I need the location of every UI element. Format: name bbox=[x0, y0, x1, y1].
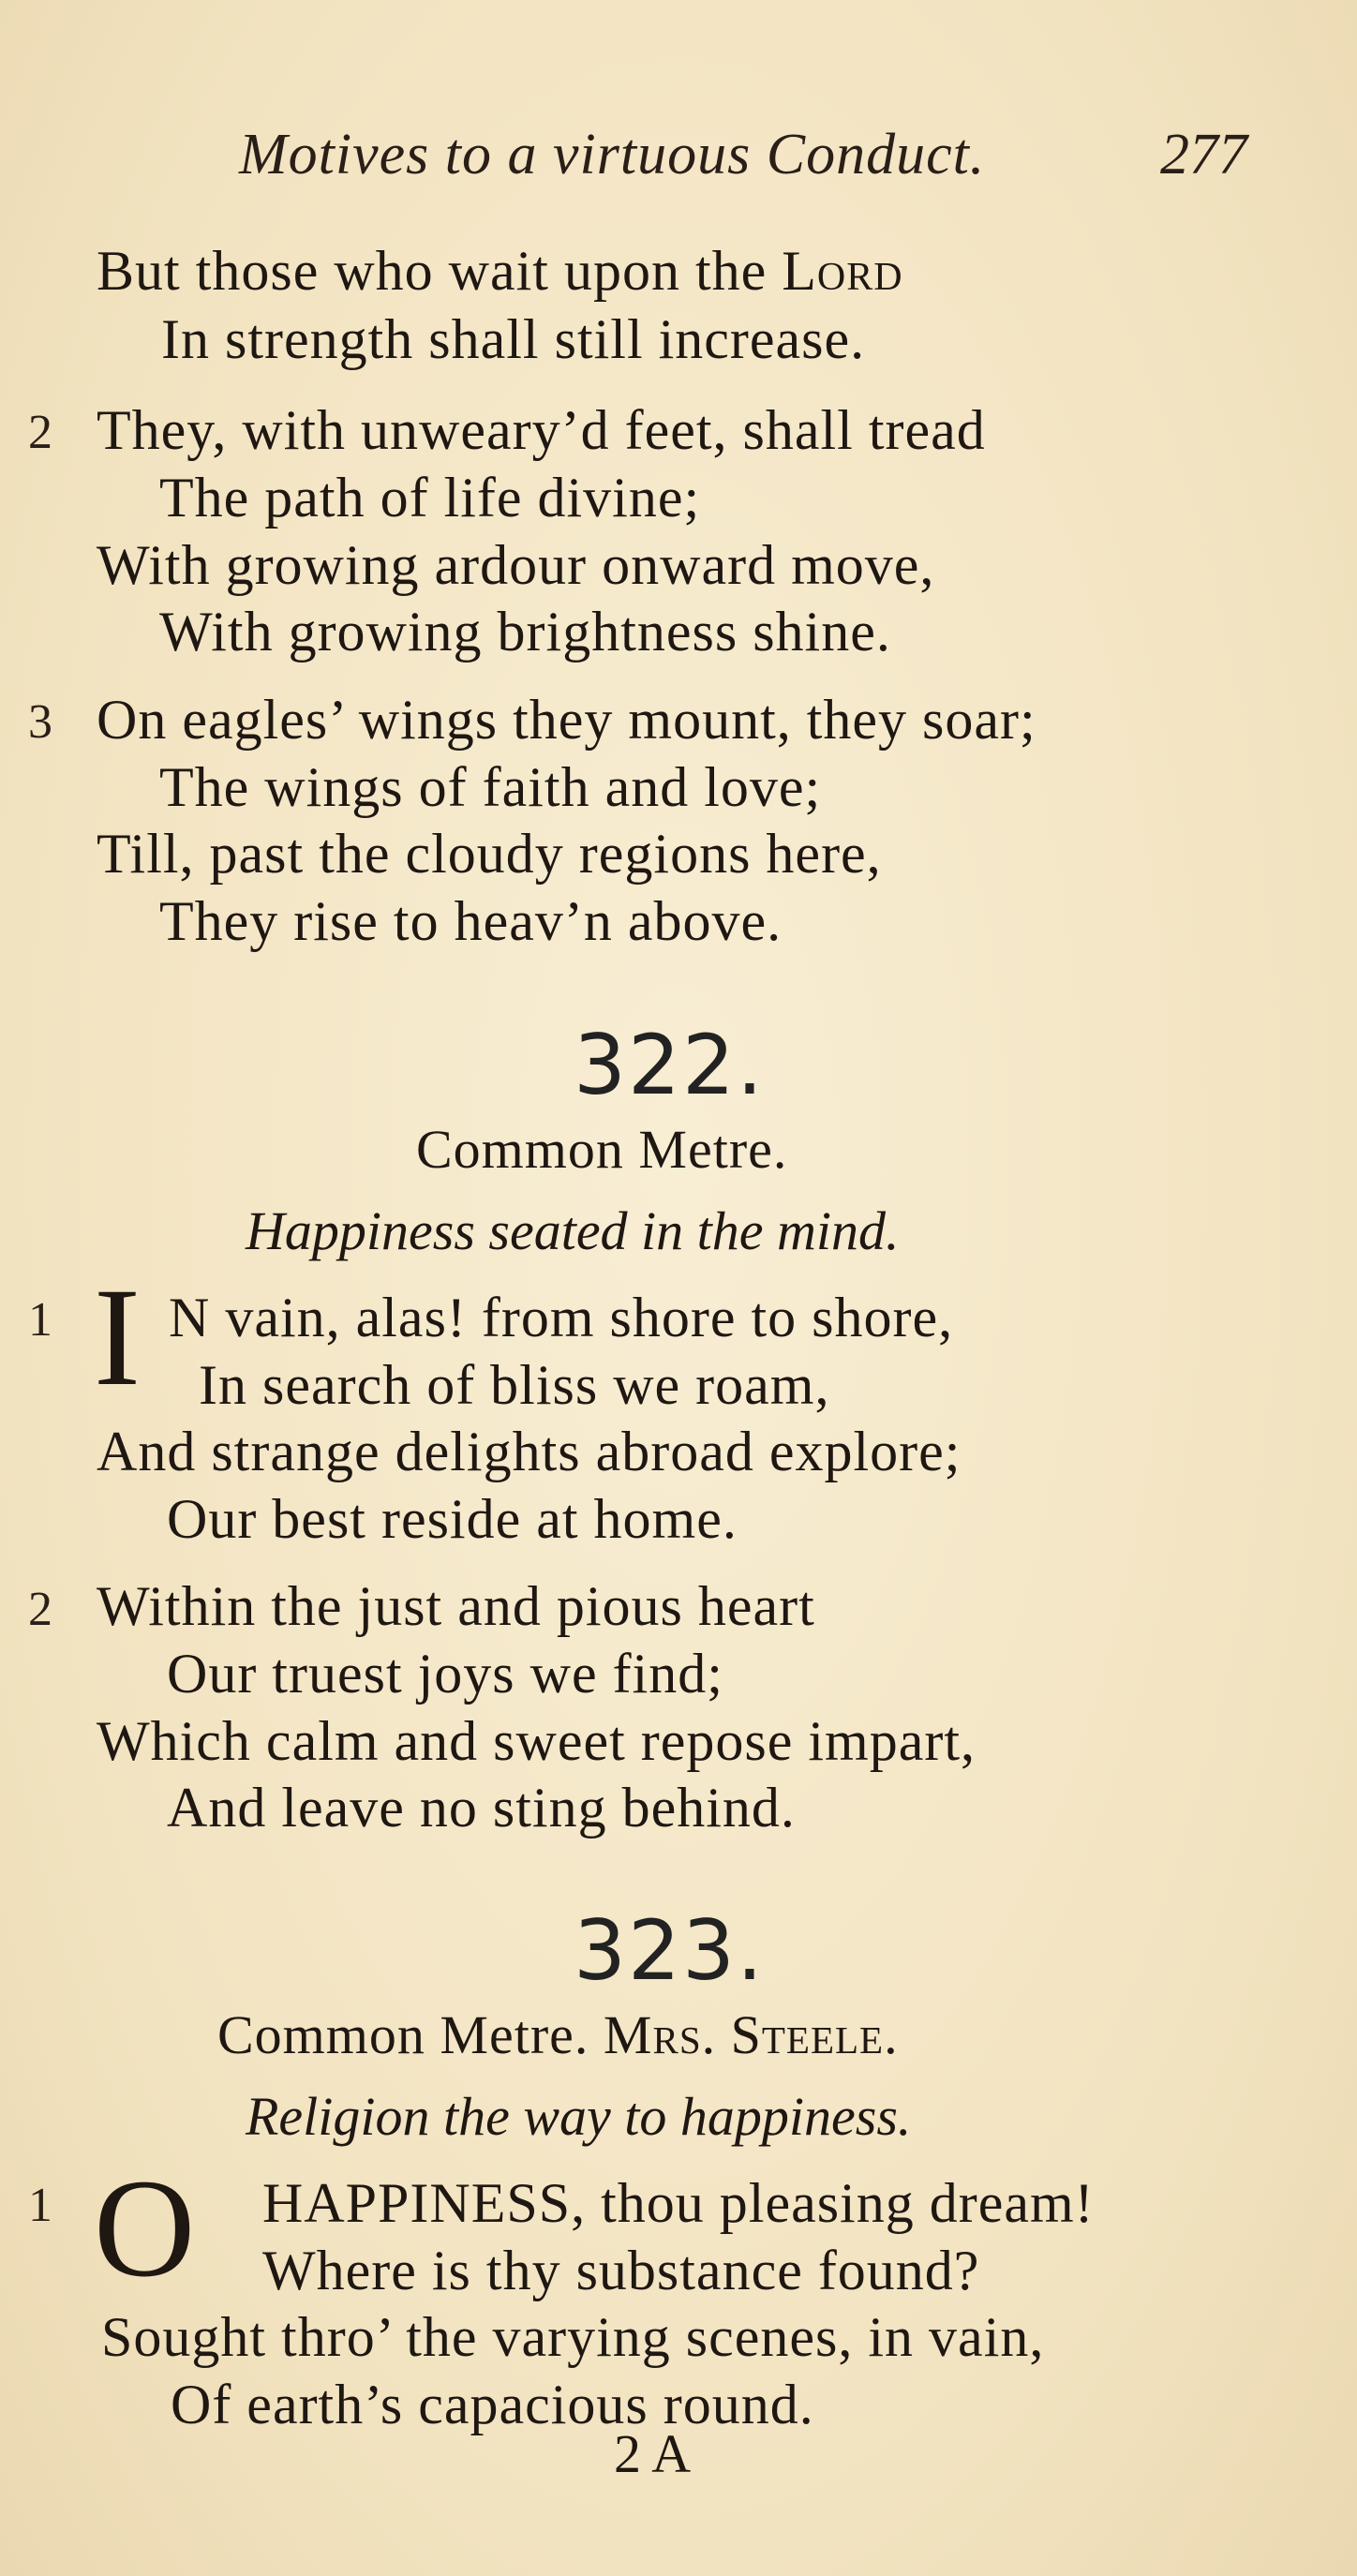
lord-smallcaps: Lord bbox=[782, 240, 903, 302]
running-title: Motives to a virtuous Conduct. bbox=[239, 123, 986, 186]
verse-line: Of earth’s capacious round. bbox=[171, 2374, 814, 2435]
hymn-author: Mrs. Steele. bbox=[603, 2004, 899, 2065]
verse-line: HAPPINESS, thou pleasing dream! bbox=[262, 2172, 1095, 2234]
verse-number: 3 bbox=[28, 695, 52, 749]
verse-line: The path of life divine; bbox=[159, 467, 701, 529]
verse-line: Our best reside at home. bbox=[167, 1488, 738, 1550]
verse-line: But those who wait upon the Lord bbox=[97, 240, 903, 302]
verse-number: 1 bbox=[28, 2179, 52, 2232]
verse-line: And leave no sting behind. bbox=[167, 1777, 796, 1839]
verse-line: The wings of faith and love; bbox=[159, 756, 822, 818]
verse-number: 2 bbox=[28, 406, 52, 459]
verse-line: With growing brightness shine. bbox=[159, 601, 891, 663]
verse-line: Till, past the cloudy regions here, bbox=[97, 823, 882, 885]
verse-line: In search of bliss we roam, bbox=[199, 1354, 830, 1416]
hymn-number: 323. bbox=[574, 1902, 765, 1999]
hymn-metre: Common Metre. bbox=[416, 1119, 788, 1180]
verse-line: Sought thro’ the varying scenes, in vain, bbox=[101, 2306, 1045, 2368]
verse-line: Where is thy substance found? bbox=[262, 2240, 980, 2301]
verse-number: 2 bbox=[28, 1583, 52, 1636]
hymn-title: Religion the way to happiness. bbox=[246, 2086, 912, 2147]
page-number: 277 bbox=[1160, 123, 1247, 186]
verse-line: Our truest joys we find; bbox=[167, 1643, 723, 1705]
verse-line: With growing ardour onward move, bbox=[97, 534, 935, 596]
verse-line: N vain, alas! from shore to shore, bbox=[169, 1287, 954, 1348]
verse-line: They, with unweary’d feet, shall tread bbox=[97, 399, 986, 461]
hymn-title: Happiness seated in the mind. bbox=[246, 1200, 900, 1261]
verse-number: 1 bbox=[28, 1293, 52, 1347]
drop-capital: I bbox=[94, 1259, 141, 1415]
signature-mark: 2 A bbox=[614, 2423, 692, 2484]
verse-line: They rise to heav’n above. bbox=[159, 890, 783, 952]
verse-line: Within the just and pious heart bbox=[97, 1575, 815, 1637]
verse-line: In strength shall still increase. bbox=[161, 308, 866, 370]
verse-line: On eagles’ wings they mount, they soar; bbox=[97, 689, 1036, 751]
hymn-number: 322. bbox=[574, 1017, 765, 1113]
drop-capital: O bbox=[94, 2151, 196, 2306]
hymn-metre: Common Metre. Mrs. Steele. bbox=[217, 2004, 899, 2065]
verse-line: And strange delights abroad explore; bbox=[97, 1421, 962, 1482]
verse-line: Which calm and sweet repose impart, bbox=[97, 1710, 976, 1772]
